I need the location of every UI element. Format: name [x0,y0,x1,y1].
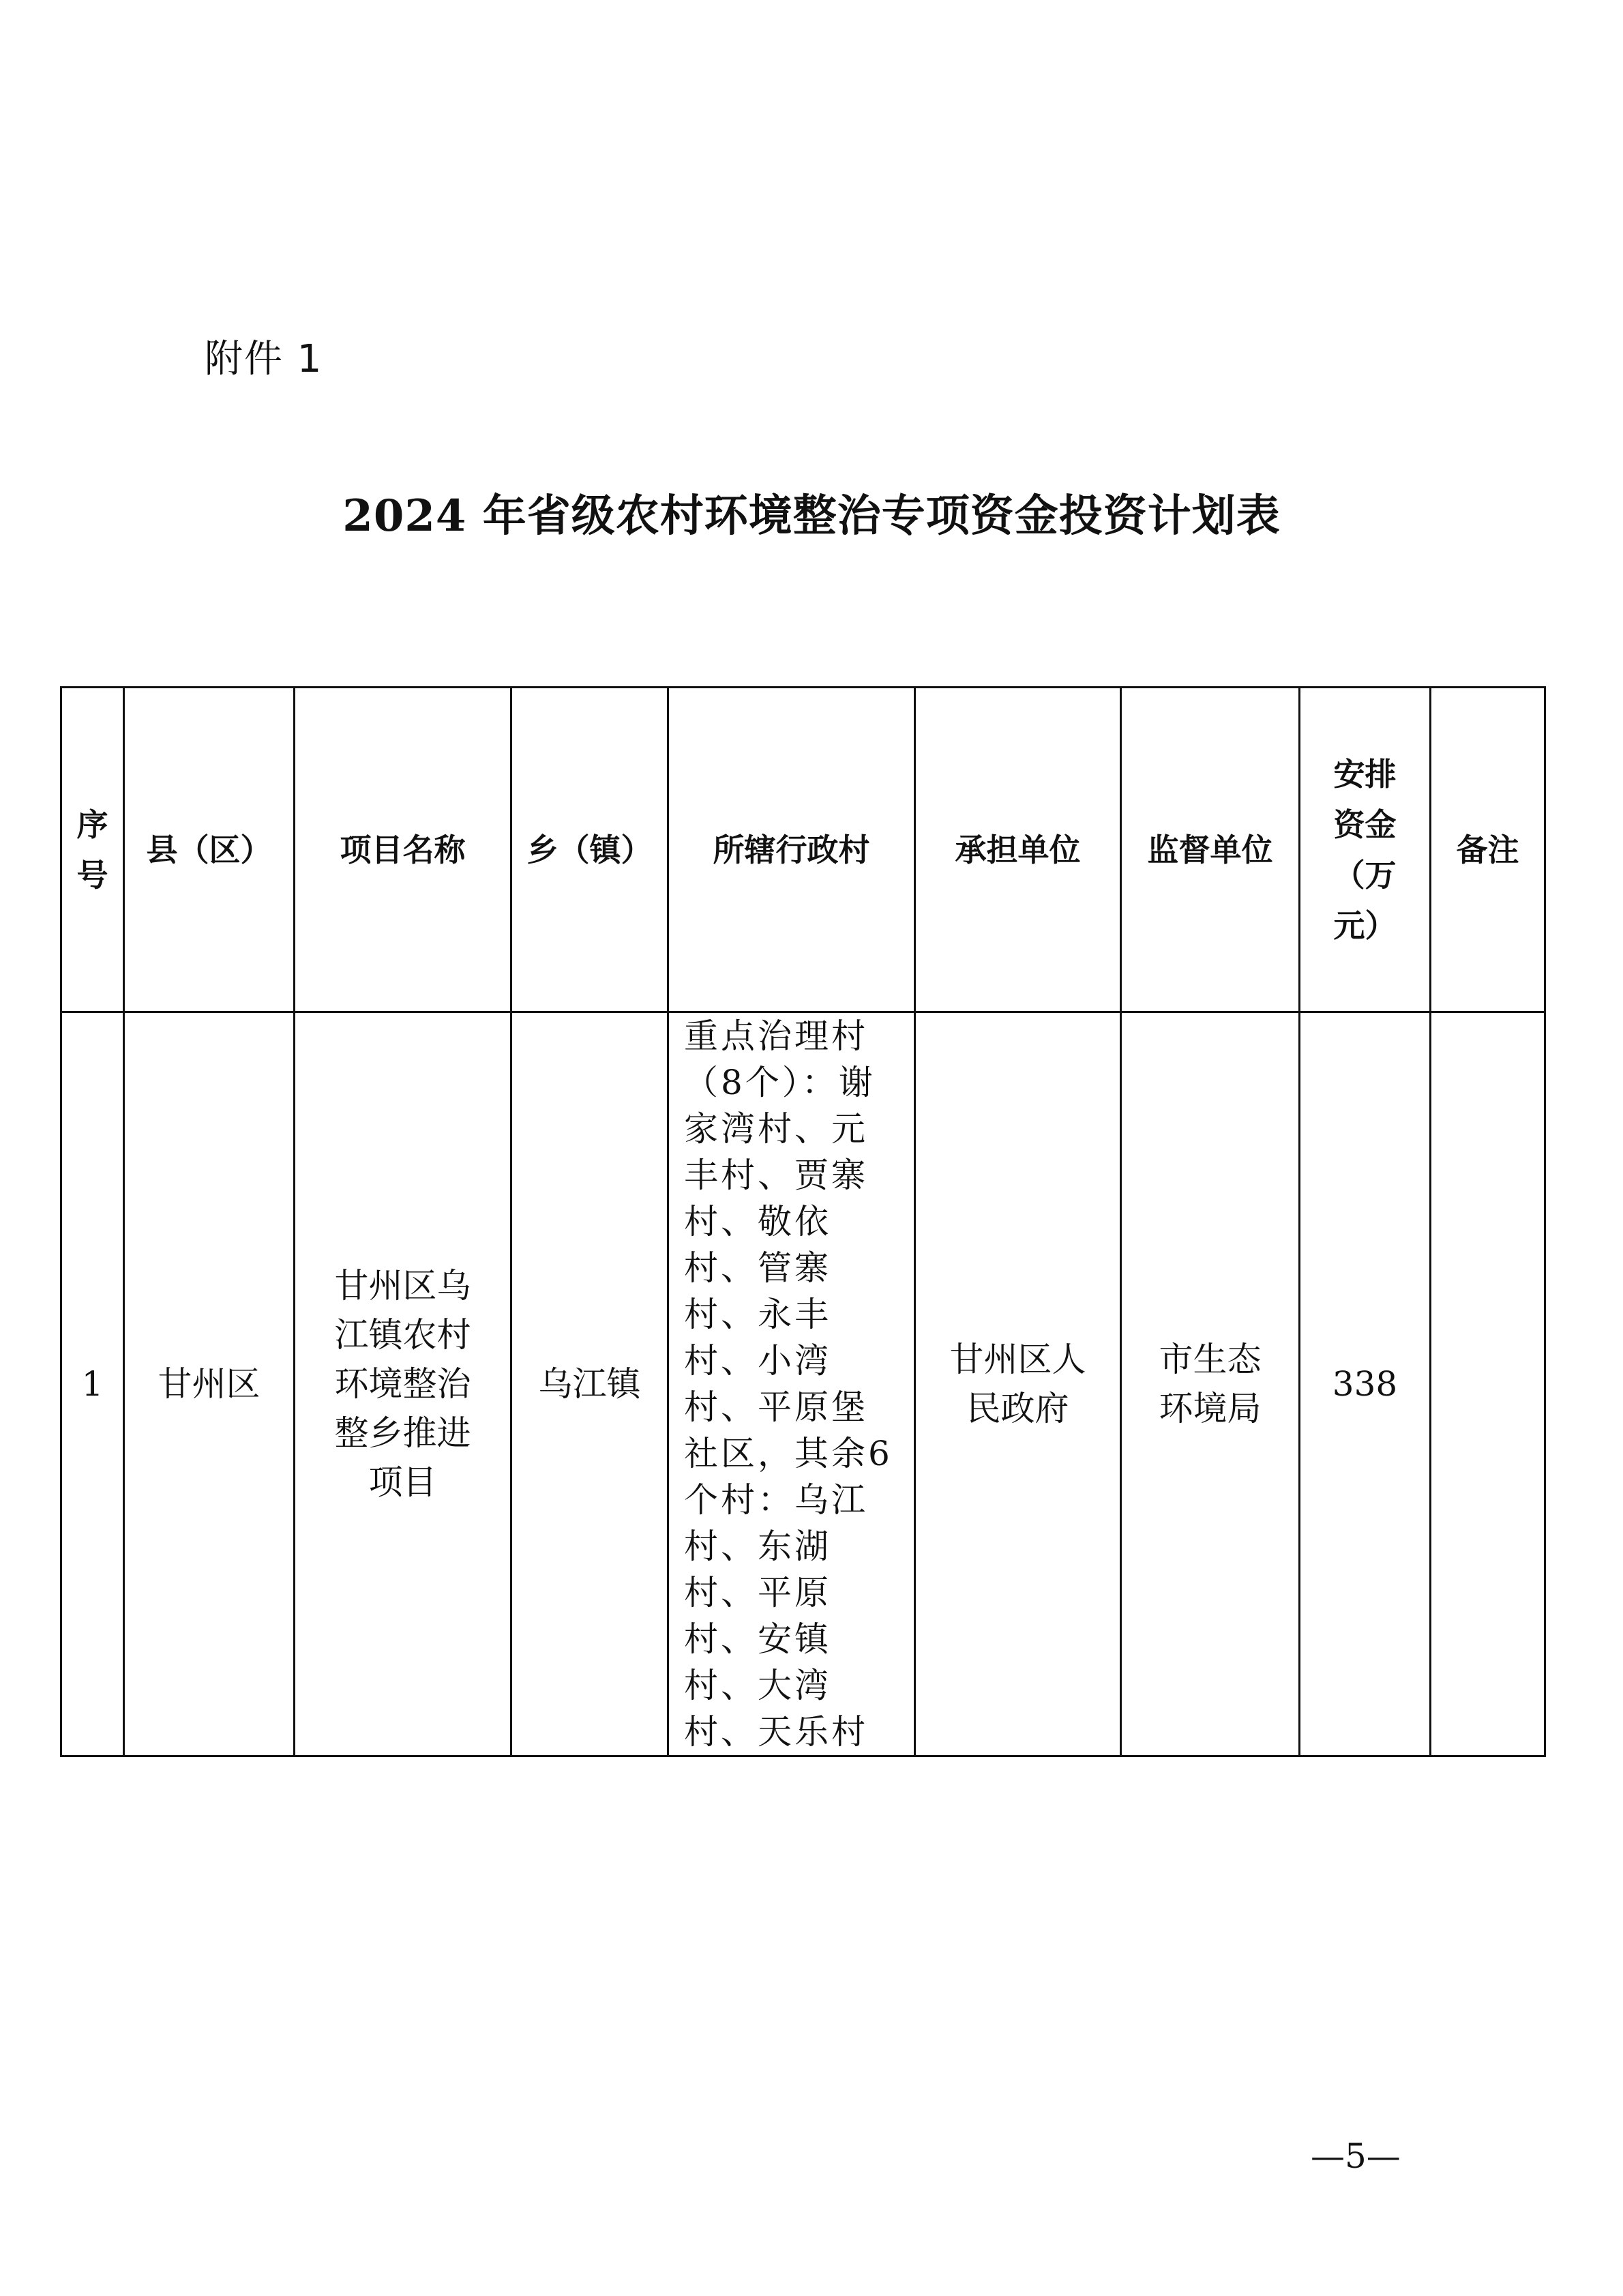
cell-town: 乌江镇 [511,1012,668,1756]
header-undertaker: 承担单位 [915,688,1121,1012]
cell-remark [1431,1012,1545,1756]
header-villages: 所辖行政村 [668,688,915,1012]
table-row [61,1012,1545,1756]
table [60,686,1546,1757]
page-number: —5— [1311,2136,1401,2176]
cell-seq: 1 [61,1012,124,1756]
header-supervisor: 监督单位 [1121,688,1300,1012]
header-county: 县（区） [124,688,295,1012]
attachment-label: 附件 1 [205,337,323,381]
cell-undertaker: 甘州区人民政府 [915,1012,1121,1756]
cell-villages: 重点治理村（8个）：谢家湾村、元丰村、贾寨村、敬依村、管寨村、永丰村、小湾村、平原堡社区，其余6个村：乌江村、东湖村、平原村、安镇村、大湾村、天乐村 [668,1012,915,1756]
document-title: 2024 年省级农村环境整治专项资金投资计划表 [342,490,1281,542]
header-seq: 序号 [61,688,124,1012]
cell-county: 甘州区 [124,1012,295,1756]
header-project: 项目名称 [295,688,511,1012]
cell-fund: 338 [1300,1012,1431,1756]
cell-project: 甘州区乌江镇农村环境整治整乡推进项目 [295,1012,511,1756]
cell-supervisor: 市生态环境局 [1121,1012,1300,1756]
header-fund: 安排资金（万元） [1300,688,1431,1012]
header-remark: 备注 [1431,688,1545,1012]
header-row [61,688,1545,1012]
header-town: 乡（镇） [511,688,668,1012]
investment-plan-table [60,686,1544,1757]
